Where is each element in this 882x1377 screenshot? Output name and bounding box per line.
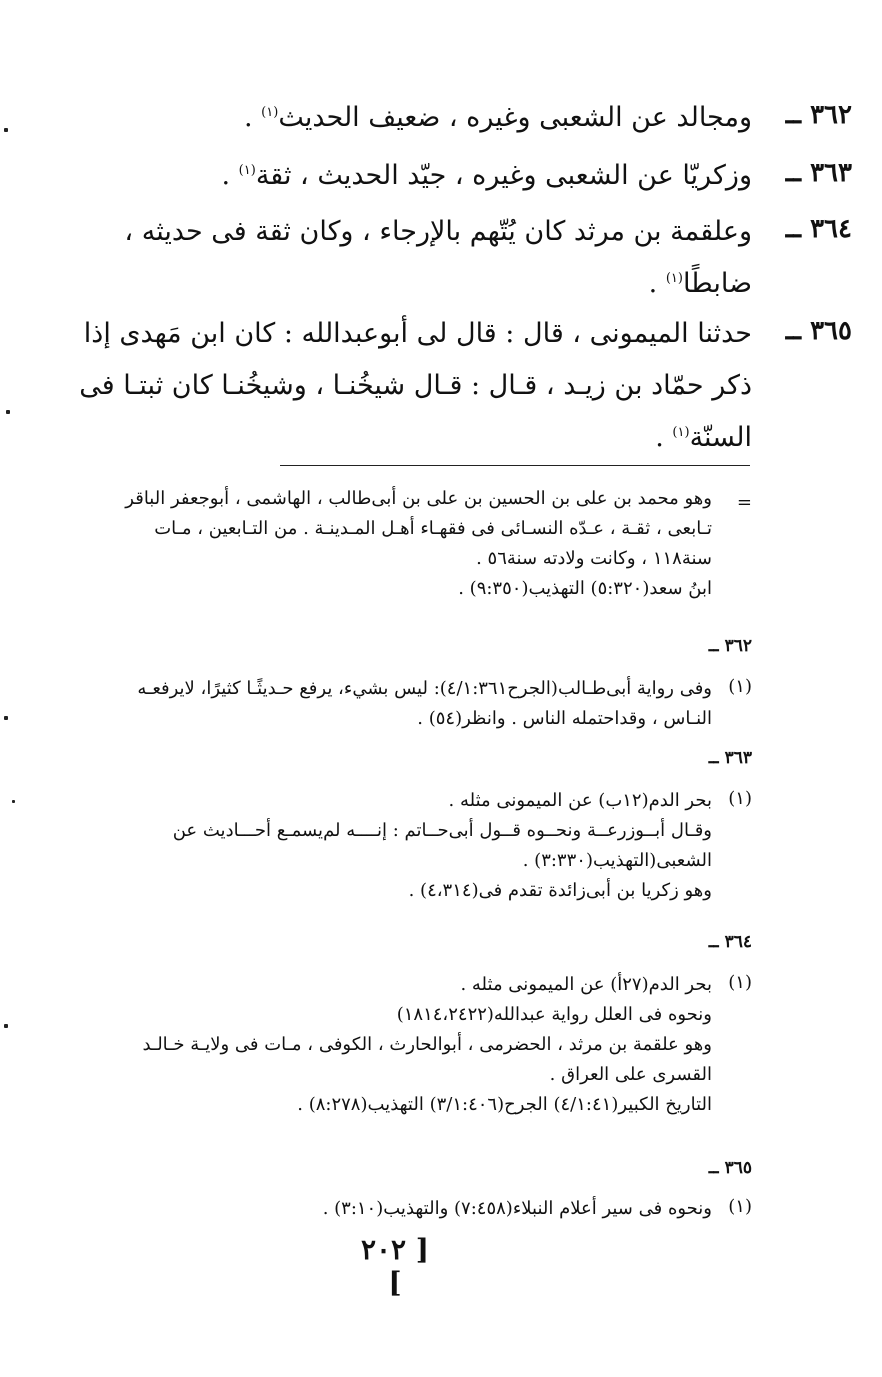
margin-speck — [4, 1024, 8, 1028]
continuation-mark: = — [736, 492, 752, 513]
footnote-marker: (١) — [728, 972, 752, 993]
entry-text: وزكريّا عن الشعبى وغيره ، جيّد الحديث ، ثقة$^{(١)}$ . — [221, 160, 752, 191]
entry-text: وعلقمة بن مرثد كان يُتّهم بالإرجاء ، وكان ثقة فى حديثه ، ضابطًا$^{(١)}$ . — [124, 216, 752, 299]
footnote-text: وفى رواية أبى‌طـالب(الجرح٤/١:٣٦١): ليس بشيء، يرفع حـديثًـا كثيرًا، لايرفعـه النـاس ، وقداحتمله الناس . وانظر(٥٤) . — [137, 678, 712, 729]
entry-text: ومجالد عن الشعبى وغيره ، ضعيف الحديث$^{(١)}$ . — [244, 102, 752, 133]
margin-speck — [6, 410, 10, 414]
margin-speck — [4, 716, 8, 720]
entry-number: ٣٦٥ ــ — [785, 316, 852, 346]
page-number: [ ٢٠٢ ] — [360, 1233, 430, 1299]
entry-number: ٣٦٤ ــ — [785, 214, 852, 244]
footnote-text: بحر الدم(٢٧أ) عن الميمونى مثله . ونحوه فى العلل رواية عبدالله(١٨١٤،٢٤٢٢) وهو علقمة بن مرثد ، الحضرمى ، أبوالحارث ، الكوفى ، مـات فى ولايـة خـالـد القسرى على العراق . التاريخ الكبير(٤/١:٤١) الجرح(٣/١:٤٠٦) التهذيب(٨:٢٧٨) . — [142, 974, 712, 1115]
entry-number: ٣٦٢ ــ — [785, 100, 852, 130]
footnote-marker: (١) — [728, 788, 752, 809]
entry-text: حدثنا الميمونى ، قال : قال لى أبوعبدالله : كان ابن مَهدى إذا ذكر حمّاد بن زيـد ، قـال : قـال شيخُنـا ، وشيخُنـا كان ثبتـا فى السنّة$^{(١)}$ . — [79, 318, 752, 453]
entry-number: ٣٦٣ ــ — [785, 158, 852, 188]
footnote-separator — [280, 465, 750, 466]
footnote-heading: ٣٦٤ ــ — [708, 932, 752, 952]
footnote-marker: (١) — [728, 1196, 752, 1217]
footnote-text: بحر الدم(١٢ب) عن الميمونى مثله . وقـال أبــوزرعــة ونحــوه قــول أبى‌حــاتم : إنــــه لم‌يسمـع أحـــاديث عن الشعبى(التهذيب(٣:٣٣٠) . وهو زكريا بن أبى‌زائدة تقدم فى(٤،٣١٤) . — [172, 790, 712, 901]
footnote-heading: ٣٦٣ ــ — [708, 748, 752, 768]
footnote-heading: ٣٦٥ ــ — [708, 1158, 752, 1178]
footnote-continuation: وهو محمد بن على بن الحسين بن على بن أبى‌طالب ، الهاشمى ، أبوجعفر الباقر تـابعى ، ثقـة ، عـدّه النسـائى فى فقهـاء أهـل المـدينـة . من التـابعين ، مـات سنة١١٨ ، وكانت ولادته سنة٥٦ . ابنُ سعد(٥:٣٢٠) التهذيب(٩:٣٥٠) . — [125, 488, 712, 599]
margin-speck — [12, 800, 15, 803]
footnote-marker: (١) — [728, 676, 752, 697]
footnote-text: ونحوه فى سير أعلام النبلاء(٧:٤٥٨) والتهذيب(٣:١٠) . — [322, 1198, 712, 1219]
footnote-heading: ٣٦٢ ــ — [708, 636, 752, 656]
margin-speck — [4, 128, 8, 132]
